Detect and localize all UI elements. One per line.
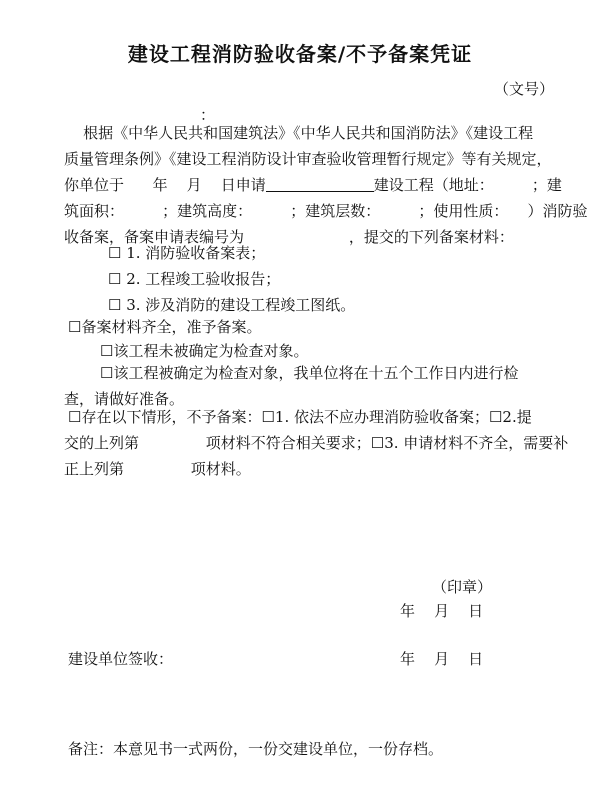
rejection-line-1: ☐存在以下情形，不予备案：☐1. 依法不应办理消防验收备案；☐2.提 bbox=[68, 408, 532, 426]
outcome-selected-line-2: 查，请做好准备。 bbox=[64, 390, 185, 408]
signature-label: 建设单位签收： bbox=[68, 650, 174, 668]
basis-line-5: 收备案，备案申请表编号为 ，提交的下列备案材料： bbox=[64, 228, 514, 246]
basis-line-3 bbox=[64, 172, 560, 198]
remarks-note: 备注：本意见书一式两份，一份交建设单位，一份存档。 bbox=[68, 740, 444, 758]
project-address-text: 建设工程（地址： ；建 bbox=[373, 176, 562, 194]
addressee-blank: ： bbox=[200, 106, 216, 124]
basis-line-2: 质量管理条例》《建设工程消防设计审查验收管理暂行规定》等有关规定， bbox=[64, 150, 552, 168]
legal-basis-paragraph bbox=[64, 120, 588, 250]
outcome-selected-line-1: ☐该工程被确定为检查对象，我单位将在十五个工作日内进行检 bbox=[100, 364, 519, 382]
material-item-2: ☐ 2. 工程竣工验收报告； bbox=[108, 270, 281, 288]
application-date-text: 你单位于 年 月 日申请 bbox=[64, 176, 266, 194]
project-name-blank bbox=[266, 176, 374, 192]
rejection-line-2: 交的上列第 项材料不符合相关要求；☐3. 申请材料不齐全，需要补 bbox=[64, 434, 569, 452]
material-item-3: ☐ 3. 涉及消防的建设工程竣工图纸。 bbox=[108, 296, 356, 314]
outcome-accepted bbox=[68, 314, 564, 340]
outcome-accepted-text: ☐备案材料齐全，准予备案。 bbox=[68, 318, 262, 336]
rejection-paragraph bbox=[64, 404, 569, 482]
seal-label: （印章） bbox=[432, 578, 493, 596]
rejection-line-3: 正上列第 项材料。 bbox=[64, 460, 251, 478]
document-number: （文号） bbox=[493, 80, 554, 98]
basis-line-1: 根据《中华人民共和国建筑法》《中华人民共和国消防法》《建设工程 bbox=[64, 124, 534, 142]
basis-line-4: 筑面积： ；建筑高度： ；建筑层数： ；使用性质： ）消防验 bbox=[64, 202, 588, 220]
materials-list bbox=[108, 240, 600, 318]
outcome-not-selected-text: ☐该工程未被确定为检查对象。 bbox=[100, 342, 309, 360]
material-item-1: ☐ 1. 消防验收备案表； bbox=[108, 244, 266, 262]
issue-date: 年 月 日 bbox=[400, 602, 484, 620]
signature-date: 年 月 日 bbox=[400, 650, 484, 668]
document-title: 建设工程消防验收备案/不予备案凭证 bbox=[127, 42, 473, 66]
